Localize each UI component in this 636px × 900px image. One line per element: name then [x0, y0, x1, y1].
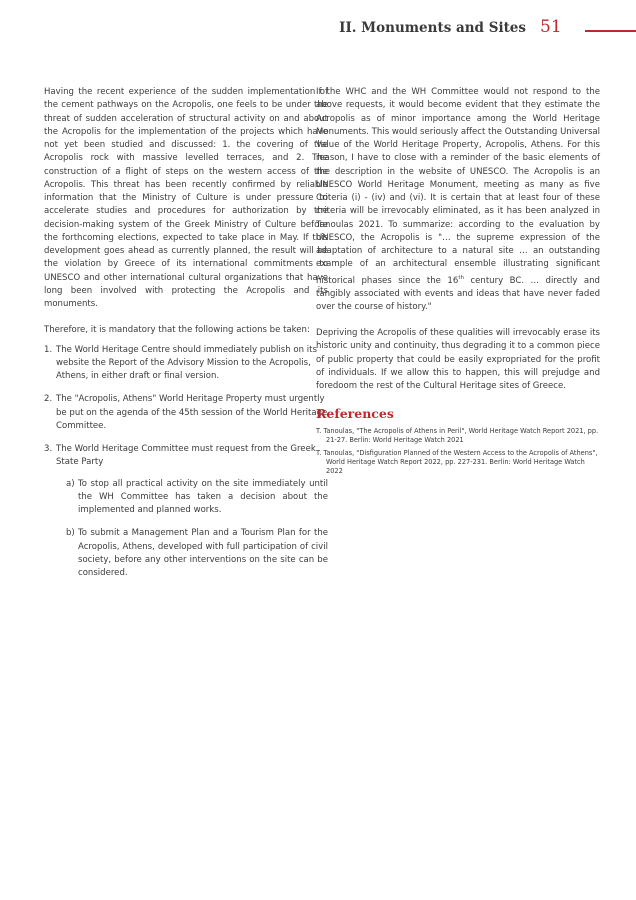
closing-text-part-2: century BC. … directly and tangibly associated with events and ideas that have never faded over the course of history." [316, 275, 600, 312]
header-rule [585, 30, 636, 32]
action-item [44, 393, 328, 433]
ordinal-superscript: th [458, 274, 464, 281]
left-column [44, 86, 328, 590]
references-heading: References [316, 406, 394, 422]
closing-text-part-1: If the WHC and the WH Committee would not respond to the above requests, it would become evident that they estimate the Acropolis as of minor importance among the World Heritage Monuments. This would seriously affect the Outstanding Universal Value of the World Heritage Property, Acropolis, Athens. For this reason, I have to close with a reminder of the basic elements of the description in the website of UNESCO. The Acropolis is an UNESCO World Heritage Monument, meeting as many as five Criteria (i) - (iv) and (vi). It is certain that at least four of these criteria will be irrevocably eliminated, as it has been analyzed in Tanoulas 2021. To summarize: according to the evaluation by UNESCO, the Acropolis is "… the supreme expression of the adaptation of architecture to a natural site … an outstanding example of an architectural ensemble illustrating significant historical phases since the 16 [316, 87, 601, 286]
page-header [0, 18, 636, 42]
section-title: II. Monuments and Sites [339, 20, 526, 36]
sub-action-text: To submit a Management Plan and a Tourism Plan for the Acropolis, Athens, developed with full participation of civil society, before any other interventions on the site can be considered. [78, 528, 328, 578]
action-number: 1. [44, 344, 53, 355]
sub-actions-list [56, 478, 328, 581]
action-number: 2. [44, 394, 53, 405]
sub-action-item [56, 527, 328, 580]
actions-list [44, 344, 328, 581]
page-number: 51 [540, 17, 562, 37]
action-text: The "Acropolis, Athens" World Heritage Property must urgently be put on the agenda of the 45th session of the World Heritage Committee. [56, 394, 328, 431]
closing-paragraph [316, 86, 600, 314]
right-column [316, 86, 600, 480]
conclusion-paragraph: Depriving the Acropolis of these qualities will irrevocably erase its historic unity and continuity, thus degrading it to a common piece of public property that could be easily expropriated for the profit of individuals. If we allow this to happen, this will prejudge and foredoom the rest of the Cultural Heritage sites of Greece. [316, 328, 600, 392]
sub-action-letter: b) [66, 528, 75, 539]
sub-action-text: To stop all practical activity on the site immediately until the WH Committee has taken a decision about the implemented and planned works. [78, 478, 328, 515]
sub-action-item [56, 478, 328, 518]
intro-paragraph: Having the recent experience of the sudden implementation of the cement pathways on the Acropolis, one feels to be under the threat of sudden acceleration of structural activity on and about the Acropolis for the implementation of the projects which have not yet been studied and discussed: 1. the covering of the Acropolis rock with massive levelled terraces, and 2. The construction of a flight of steps on the western access of the Acropolis. This threat has been recently confirmed by reliable information that the Ministry of Culture is under pressure to accelerate studies and procedures for authorization by the decision-making system of the Greek Ministry of Culture before the forthcoming elections, expected to take place in May. If this development goes ahead as currently planned, the result will be the violation by Greece of its international commitments to UNESCO and other international cultural organizations that have long been involved with protecting the Acropolis and its monuments. [44, 87, 328, 309]
action-number: 3. [44, 444, 53, 454]
action-item [44, 344, 328, 384]
action-item [44, 443, 328, 580]
actions-intro: Therefore, it is mandatory that the following actions be taken: [44, 325, 310, 336]
sub-action-letter: a) [66, 478, 75, 489]
action-text: The World Heritage Centre should immediately publish on its website the Report of the Advisory Mission to the Acropolis, Athens, in either draft or final version. [56, 344, 317, 381]
reference-item: T. Tanoulas, "Disfiguration Planned of the Western Access to the Acropolis of Athens", World Heritage Watch Report 2022, pp. 227-231. Berlin: World Heritage Watch 2022 [316, 448, 598, 475]
reference-item: T. Tanoulas, "The Acropolis of Athens in Peril", World Heritage Watch Report 2021, pp. 21-27. Berlin: World Heritage Watch 2021 [316, 426, 599, 444]
action-text: The World Heritage Committee must request from the Greek State Party [56, 444, 316, 468]
